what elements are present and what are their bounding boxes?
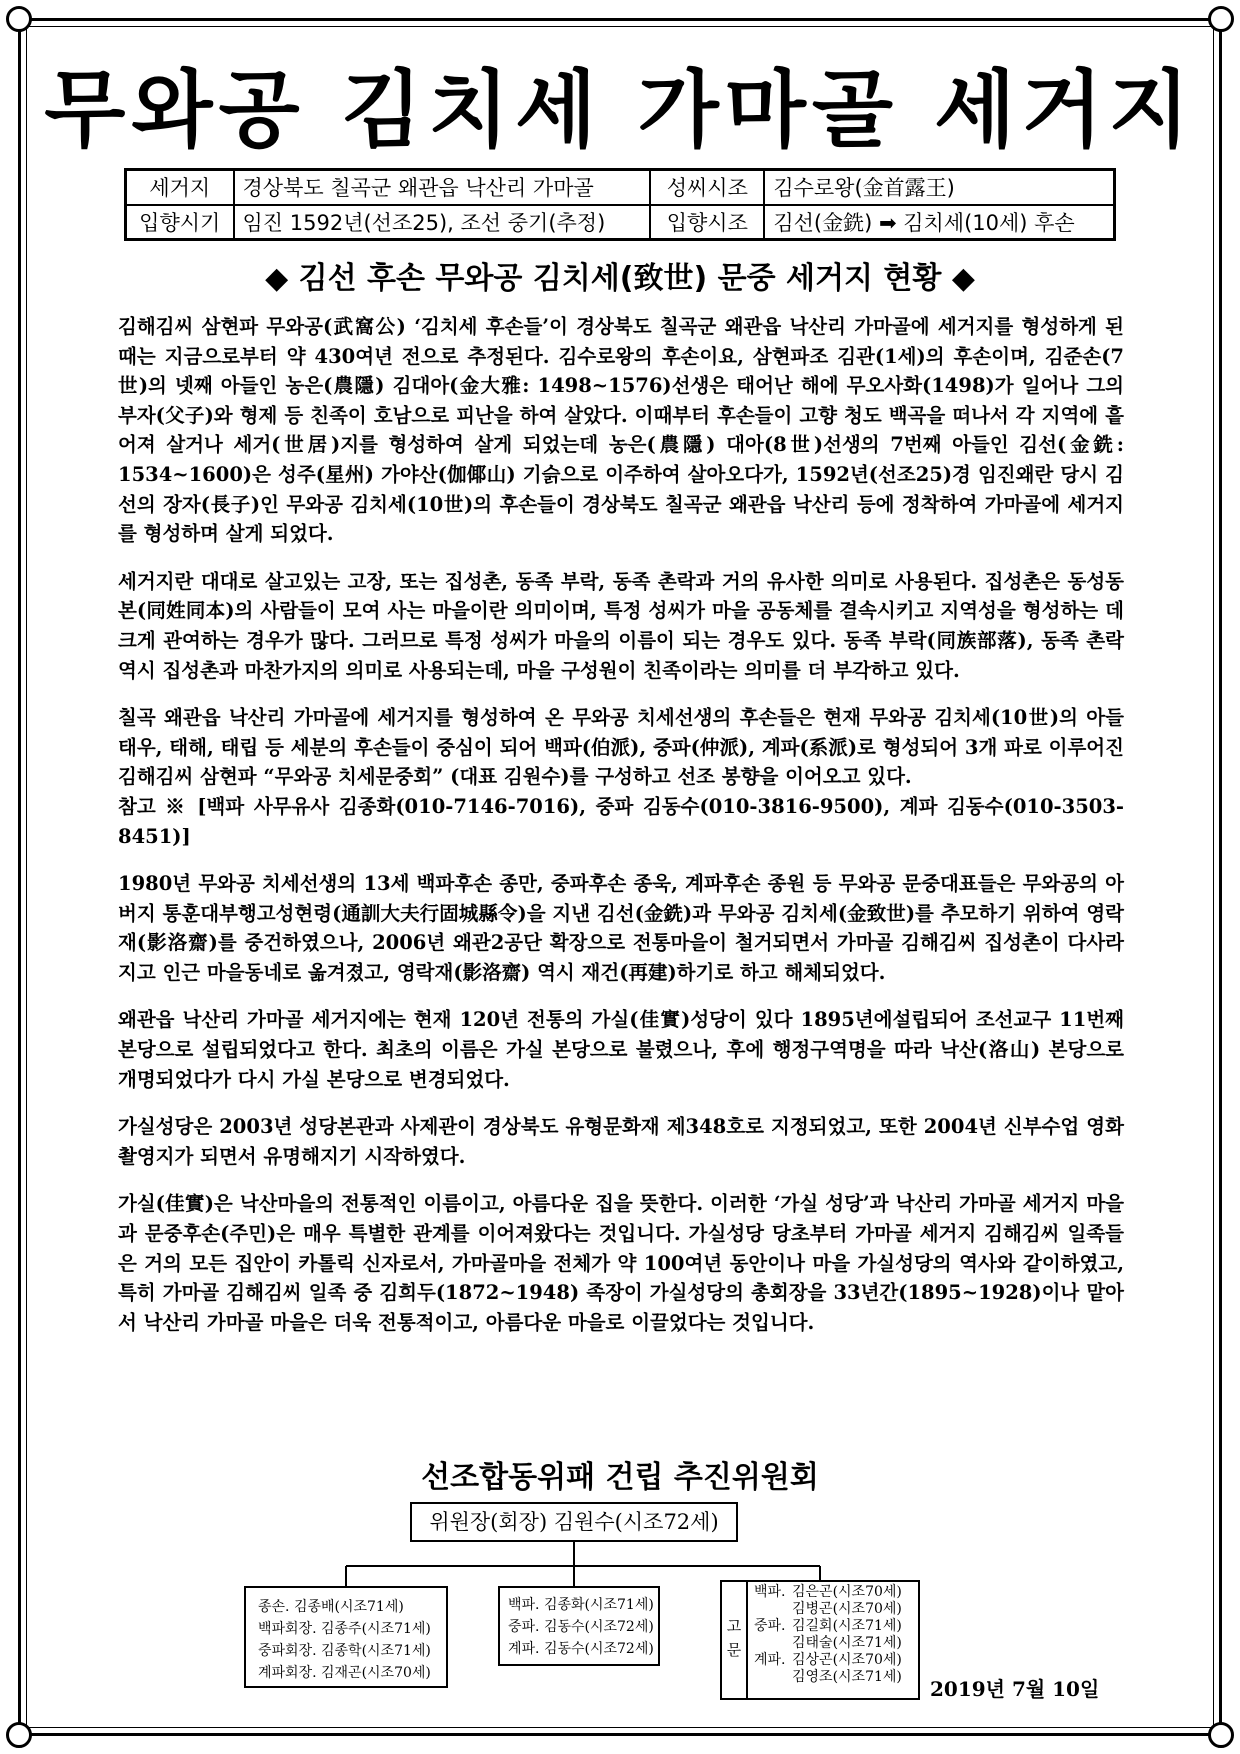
document-date: 2019년 7월 10일 (930, 1677, 1100, 1701)
paragraph: 칠곡 왜관읍 낙산리 가마골에 세거지를 형성하여 온 무와공 치세선생의 후손들은 현재 무와공 김치세(10世)의 아들 태우, 태해, 태립 등 세분의 후손들이 중심이 되어 백파(伯派), 중파(仲派), 계파(系派)로 형성되어 3개 파로 이루어진 김해김씨 삼현파 “무와공 치세문중회” (대표 김원수)를 구성하고 선조 봉향을 이어오고 있다. (118, 706, 1124, 789)
advisor-label: 고 문 (722, 1582, 748, 1698)
clan-founder-label: 성씨시조 (650, 170, 764, 205)
member-entry: 종손. 김종배(시조71세) (258, 1599, 404, 1615)
committee-chair: 위원장(회장) 김원수(시조72세) (410, 1502, 738, 1542)
advisors-box (720, 1580, 920, 1700)
advisor-entry: 김영조(시조71세) (792, 1669, 902, 1685)
paragraph: 세거지란 대대로 살고있는 고장, 또는 집성촌, 동족 부락, 동족 촌락과 거의 유사한 의미로 사용된다. 집성촌은 동성동본(同姓同本)의 사람들이 모여 사는 마을이란 의미이며, 특정 성씨가 마을 공동체를 결속시키고 지역성을 형성하는 데 크게 관여하는 경우가 많다. 그러므로 특정 성씨가 마을의 이름이 되는 경우도 있다. 동족 부락(同族部落), 동족 촌락 역시 집성촌과 마찬가지의 의미로 사용되는데, 마을 구성원이 친족이라는 의미를 더 부각하고 있다. (118, 569, 1124, 682)
member-entry: 중파. 김동수(시조72세) (508, 1619, 654, 1635)
paragraph: 가실(佳實)은 낙산마을의 전통적인 이름이고, 아름다운 집을 뜻한다. 이러한 ‘가실 성당’과 낙산리 가마골 세거지 마을과 문중후손(주민)은 매우 특별한 관계를 이어져왔다는 것입니다. 가실성당 당초부터 가마골 세거지 김해김씨 일족들은 거의 모든 집안이 카톨릭 신자로서, 가마골마을 전체가 약 100여년 동안이나 마을 가실성당의 역사와 같이하였고, 특히 가마골 김해김씨 일족 중 김희두(1872~1948) 족장이 가실성당의 총회장을 33년간(1895~1928)이나 맡아서 낙산리 가마골 마을은 더욱 전통적이고, 아름다운 마을로 이끌었다는 것입니다. (118, 1192, 1124, 1334)
paragraph: 김해김씨 삼현파 무와공(武窩公) ‘김치세 후손들’이 경상북도 칠곡군 왜관읍 낙산리 가마골에 세거지를 형성하게 된 때는 지금으로부터 약 430여년 전으로 추정된다. 김수로왕의 후손이요, 삼현파조 김관(1세)의 후손이며, 김준손(7世)의 넷째 아들인 농은(農隱) 김대아(金大雅: 1498~1576)선생은 태어난 해에 무오사화(1498)가 일어나 그의 부자(父子)와 형제 등 친족이 호남으로 피난을 하여 살았다. 이때부터 후손들이 고향 청도 백곡을 떠나서 각 지역에 흩어져 살거나 세거(世居)지를 형성하여 살게 되었는데 농은(農隱) 대아(8世)선생의 7번째 아들인 김선(金銑: 1534~1600)은 성주(星州) 가야산(伽倻山) 기슭으로 이주하여 살아오다가, 1592년(선조25)경 임진왜란 당시 김선의 장자(長子)인 무와공 김치세(10世)의 후손들이 경상북도 칠곡군 왜관읍 낙산리 등에 정착하여 가마골에 세거지를 형성하며 살게 되었다. (118, 315, 1124, 546)
advisor-entry: 중파. 김길회(시조71세) (754, 1618, 902, 1634)
paragraph: 1980년 무와공 치세선생의 13세 백파후손 종만, 중파후손 종욱, 계파후손 종원 등 무와공 문중대표들은 무와공의 아버지 통훈대부행고성현령(通訓大夫行固城縣令)을 지낸 김선(金銑)과 무와공 김치세(金致世)를 추모하기 위하여 영락재(影洛齋)를 중건하였으나, 2006년 왜관2공단 확장으로 전통마을이 철거되면서 가마골 김해김씨 집성촌이 다사라지고 인근 마을동네로 옮겨졌고, 영락재(影洛齋) 역시 재건(再建)하기로 하고 해체되었다. (118, 872, 1124, 984)
settle-ancestor-label: 입향시조 (650, 205, 764, 240)
branch-staff-box (498, 1586, 660, 1666)
family-reps-box (244, 1586, 448, 1688)
member-entry: 중파회장. 김종학(시조71세) (258, 1643, 431, 1659)
page-title: 무와공 김치세 가마골 세거지 (44, 61, 1196, 159)
settlement-label: 세거지 (126, 170, 234, 205)
member-entry: 계파. 김동수(시조72세) (508, 1641, 654, 1657)
advisor-list (754, 1584, 920, 1686)
paragraph: 가실성당은 2003년 성당본관과 사제관이 경상북도 유형문화재 제348호로 지정되었고, 또한 2004년 신부수업 영화 촬영지가 되면서 유명해지기 시작하였다. (118, 1115, 1124, 1168)
member-entry: 백파. 김종화(시조71세) (508, 1597, 654, 1613)
clan-founder-value: 김수로왕(金首露王) (764, 170, 1114, 205)
advisor-entry: 김태술(시조71세) (792, 1635, 902, 1651)
advisor-entry: 김병곤(시조70세) (792, 1601, 902, 1617)
advisor-entry: 백파. 김은곤(시조70세) (754, 1584, 902, 1600)
committee-title: 선조합동위패 건립 추진위원회 (421, 1460, 819, 1495)
reference-note: 참고 ※ [백파 사무유사 김종화(010-7146-7016), 중파 김동수(010-3816-9500), 계파 김동수(010-3503-8451)] (118, 794, 1124, 848)
section-heading: ◆ 김선 후손 무와공 김치세(致世) 문중 세거지 현황 ◆ (265, 261, 975, 296)
advisor-entry: 계파. 김상곤(시조70세) (754, 1652, 902, 1668)
settle-ancestor-value: 김선(金銑) ➡ 김치세(10세) 후손 (764, 205, 1114, 240)
paragraph: 왜관읍 낙산리 가마골 세거지에는 현재 120년 전통의 가실(佳實)성당이 있다 1895년에설립되어 조선교구 11번째 본당으로 설립되었다고 한다. 최초의 이름은 가실 본당으로 불렸으나, 후에 행정구역명을 따라 낙산(洛山) 본당으로 개명되었다가 다시 가실 본당으로 변경되었다. (118, 1008, 1124, 1091)
member-entry: 백파회장. 김종주(시조71세) (258, 1621, 431, 1637)
settlement-value: 경상북도 칠곡군 왜관읍 낙산리 가마골 (234, 170, 651, 205)
settle-period-label: 입향시기 (126, 205, 234, 240)
settle-period-value: 임진 1592년(선조25), 조선 중기(추정) (234, 205, 651, 240)
member-entry: 계파회장. 김재곤(시조70세) (258, 1665, 431, 1681)
